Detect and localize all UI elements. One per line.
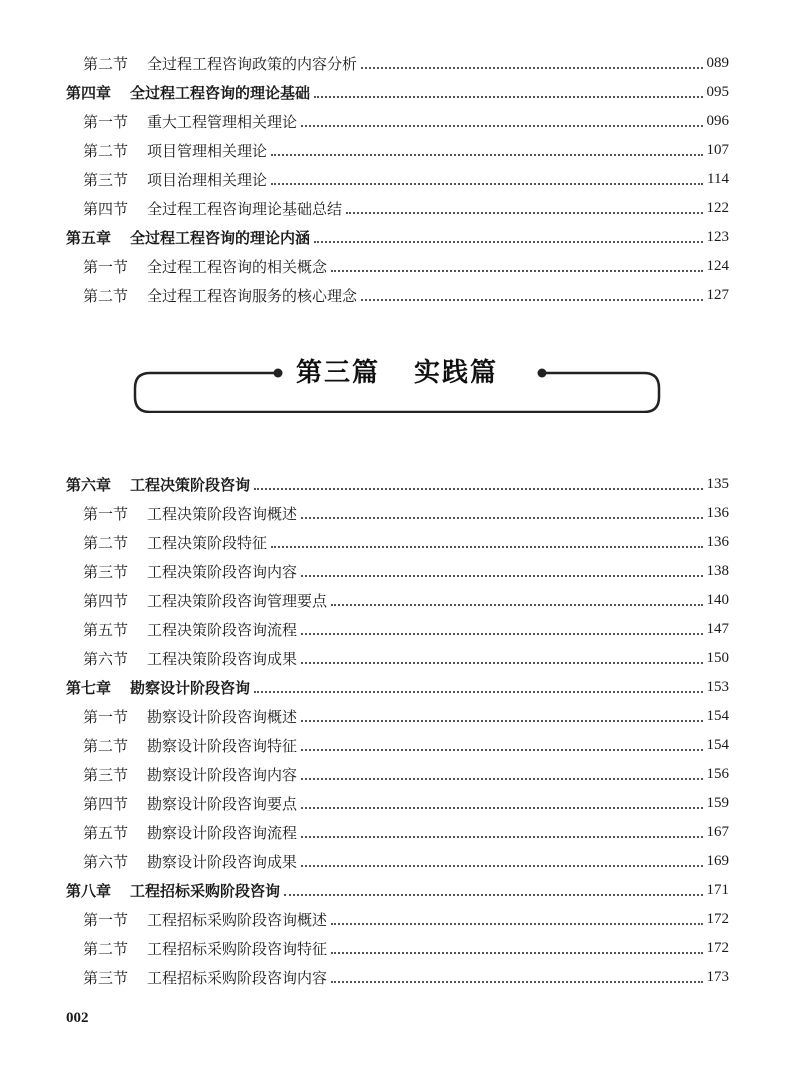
toc-section-entry: [83, 165, 729, 194]
entry-page: 135: [706, 476, 729, 492]
toc-chapter-entry: [66, 876, 729, 905]
entry-title: 勘察设计阶段咨询成果: [147, 853, 298, 871]
dot-leader: [301, 632, 702, 635]
entry-title: 工程招标采购阶段咨询内容: [147, 969, 328, 987]
toc-section-entry: [83, 194, 729, 223]
entry-page: 122: [706, 200, 729, 216]
entry-title: 勘察设计阶段咨询: [130, 679, 251, 697]
dot-leader: [331, 980, 702, 983]
entry-page: 138: [706, 563, 729, 579]
dot-leader: [301, 661, 702, 664]
entry-title: 重大工程管理相关理论: [147, 113, 298, 131]
entry-number: 第六节: [83, 853, 129, 871]
entry-number: 第二节: [83, 55, 129, 73]
entry-number: 第四节: [83, 795, 129, 813]
entry-number: 第五节: [83, 824, 129, 842]
entry-title: 工程决策阶段咨询: [130, 476, 251, 494]
entry-number: 第四节: [83, 200, 129, 218]
toc-chapter-entry: [66, 470, 729, 499]
part-banner: [132, 355, 662, 413]
banner-part: 第三篇: [295, 358, 380, 388]
toc-section-entry: [83, 644, 729, 673]
dot-leader: [331, 603, 702, 606]
entry-number: 第五节: [83, 621, 129, 639]
toc-chapter-entry: [66, 673, 729, 702]
toc-section-entry: [83, 615, 729, 644]
entry-title: 勘察设计阶段咨询要点: [147, 795, 298, 813]
entry-number: 第一节: [83, 113, 129, 131]
entry-page: 095: [706, 84, 729, 100]
entry-title: 全过程工程咨询的相关概念: [147, 258, 328, 276]
entry-page: 154: [706, 708, 729, 724]
entry-title: 勘察设计阶段咨询特征: [147, 737, 298, 755]
entry-number: 第三节: [83, 766, 129, 784]
toc-section-entry: [83, 934, 729, 963]
entry-title: 工程招标采购阶段咨询: [130, 882, 281, 900]
page-number: 002: [66, 1010, 89, 1026]
dot-leader: [271, 545, 702, 548]
entry-number: 第二节: [83, 737, 129, 755]
entry-number: 第四章: [66, 84, 112, 102]
entry-number: 第五章: [66, 229, 112, 247]
dot-leader: [361, 298, 702, 301]
dot-leader: [331, 269, 702, 272]
dot-leader: [254, 690, 702, 693]
entry-title: 工程决策阶段咨询流程: [147, 621, 298, 639]
toc-section-entry: [83, 702, 729, 731]
banner-title: [132, 355, 662, 391]
toc-section-entry: [83, 789, 729, 818]
dot-leader: [301, 124, 702, 127]
entry-page: 136: [706, 534, 729, 550]
toc-section-entry: [83, 49, 729, 78]
entry-page: 169: [706, 853, 729, 869]
dot-leader: [314, 95, 702, 98]
entry-page: 173: [706, 969, 729, 985]
toc-section-entry: [83, 252, 729, 281]
entry-page: 172: [706, 940, 729, 956]
entry-number: 第三节: [83, 171, 129, 189]
entry-page: 159: [706, 795, 729, 811]
dot-leader: [331, 951, 702, 954]
toc-section-entry: [83, 499, 729, 528]
entry-number: 第一节: [83, 708, 129, 726]
dot-leader: [301, 719, 702, 722]
entry-title: 工程决策阶段咨询概述: [147, 505, 298, 523]
entry-page: 136: [706, 505, 729, 521]
entry-number: 第一节: [83, 505, 129, 523]
entry-title: 勘察设计阶段咨询内容: [147, 766, 298, 784]
entry-page: 153: [706, 679, 729, 695]
toc-chapter-entry: [66, 223, 729, 252]
entry-title: 全过程工程咨询政策的内容分析: [147, 55, 358, 73]
entry-page: 107: [706, 142, 729, 158]
dot-leader: [314, 240, 702, 243]
entry-title: 工程招标采购阶段咨询概述: [147, 911, 328, 929]
entry-page: 172: [706, 911, 729, 927]
toc-section-entry: [83, 557, 729, 586]
banner-name: 实践篇: [414, 358, 499, 388]
dot-leader: [301, 574, 702, 577]
dot-leader: [361, 66, 702, 69]
entry-page: 150: [706, 650, 729, 666]
entry-title: 工程决策阶段咨询内容: [147, 563, 298, 581]
entry-number: 第八章: [66, 882, 112, 900]
toc-section-entry: [83, 847, 729, 876]
entry-number: 第六节: [83, 650, 129, 668]
entry-number: 第三节: [83, 969, 129, 987]
entry-number: 第一节: [83, 258, 129, 276]
dot-leader: [301, 777, 702, 780]
toc-section-entry: [83, 136, 729, 165]
dot-leader: [301, 835, 702, 838]
entry-page: 171: [706, 882, 729, 898]
entry-number: 第二节: [83, 287, 129, 305]
dot-leader: [346, 211, 702, 214]
entry-page: 156: [706, 766, 729, 782]
entry-page: 124: [706, 258, 729, 274]
entry-number: 第一节: [83, 911, 129, 929]
entry-number: 第七章: [66, 679, 112, 697]
entry-title: 工程决策阶段咨询管理要点: [147, 592, 328, 610]
entry-page: 167: [706, 824, 729, 840]
entry-page: 127: [706, 287, 729, 303]
entry-page: 114: [707, 171, 729, 187]
entry-title: 全过程工程咨询的理论内涵: [130, 229, 311, 247]
entry-title: 工程决策阶段咨询成果: [147, 650, 298, 668]
dot-leader: [301, 864, 702, 867]
toc-section-entry: [83, 586, 729, 615]
dot-leader: [301, 516, 702, 519]
entry-number: 第二节: [83, 940, 129, 958]
entry-number: 第二节: [83, 142, 129, 160]
toc-section-entry: [83, 528, 729, 557]
dot-leader: [301, 806, 702, 809]
toc-section-entry: [83, 760, 729, 789]
dot-leader: [301, 748, 702, 751]
toc-section-entry: [83, 107, 729, 136]
entry-title: 工程招标采购阶段咨询特征: [147, 940, 328, 958]
entry-number: 第二节: [83, 534, 129, 552]
entry-title: 全过程工程咨询服务的核心理念: [147, 287, 358, 305]
dot-leader: [254, 487, 702, 490]
dot-leader: [331, 922, 702, 925]
toc-section-entry: [83, 963, 729, 992]
entry-title: 项目治理相关理论: [147, 171, 268, 189]
entry-title: 勘察设计阶段咨询流程: [147, 824, 298, 842]
toc-section-entry: [83, 281, 729, 310]
toc-section-entry: [83, 905, 729, 934]
entry-page: 154: [706, 737, 729, 753]
dot-leader: [284, 893, 702, 896]
dot-leader: [271, 182, 703, 185]
entry-page: 140: [706, 592, 729, 608]
entry-number: 第三节: [83, 563, 129, 581]
entry-page: 123: [706, 229, 729, 245]
entry-page: 147: [706, 621, 729, 637]
toc-chapter-entry: [66, 78, 729, 107]
entry-number: 第四节: [83, 592, 129, 610]
entry-number: 第六章: [66, 476, 112, 494]
entry-title: 工程决策阶段特征: [147, 534, 268, 552]
entry-title: 全过程工程咨询的理论基础: [130, 84, 311, 102]
entry-page: 096: [706, 113, 729, 129]
dot-leader: [271, 153, 702, 156]
toc-section-entry: [83, 731, 729, 760]
entry-title: 全过程工程咨询理论基础总结: [147, 200, 343, 218]
entry-page: 089: [706, 55, 729, 71]
entry-title: 项目管理相关理论: [147, 142, 268, 160]
entry-title: 勘察设计阶段咨询概述: [147, 708, 298, 726]
toc-section-entry: [83, 818, 729, 847]
